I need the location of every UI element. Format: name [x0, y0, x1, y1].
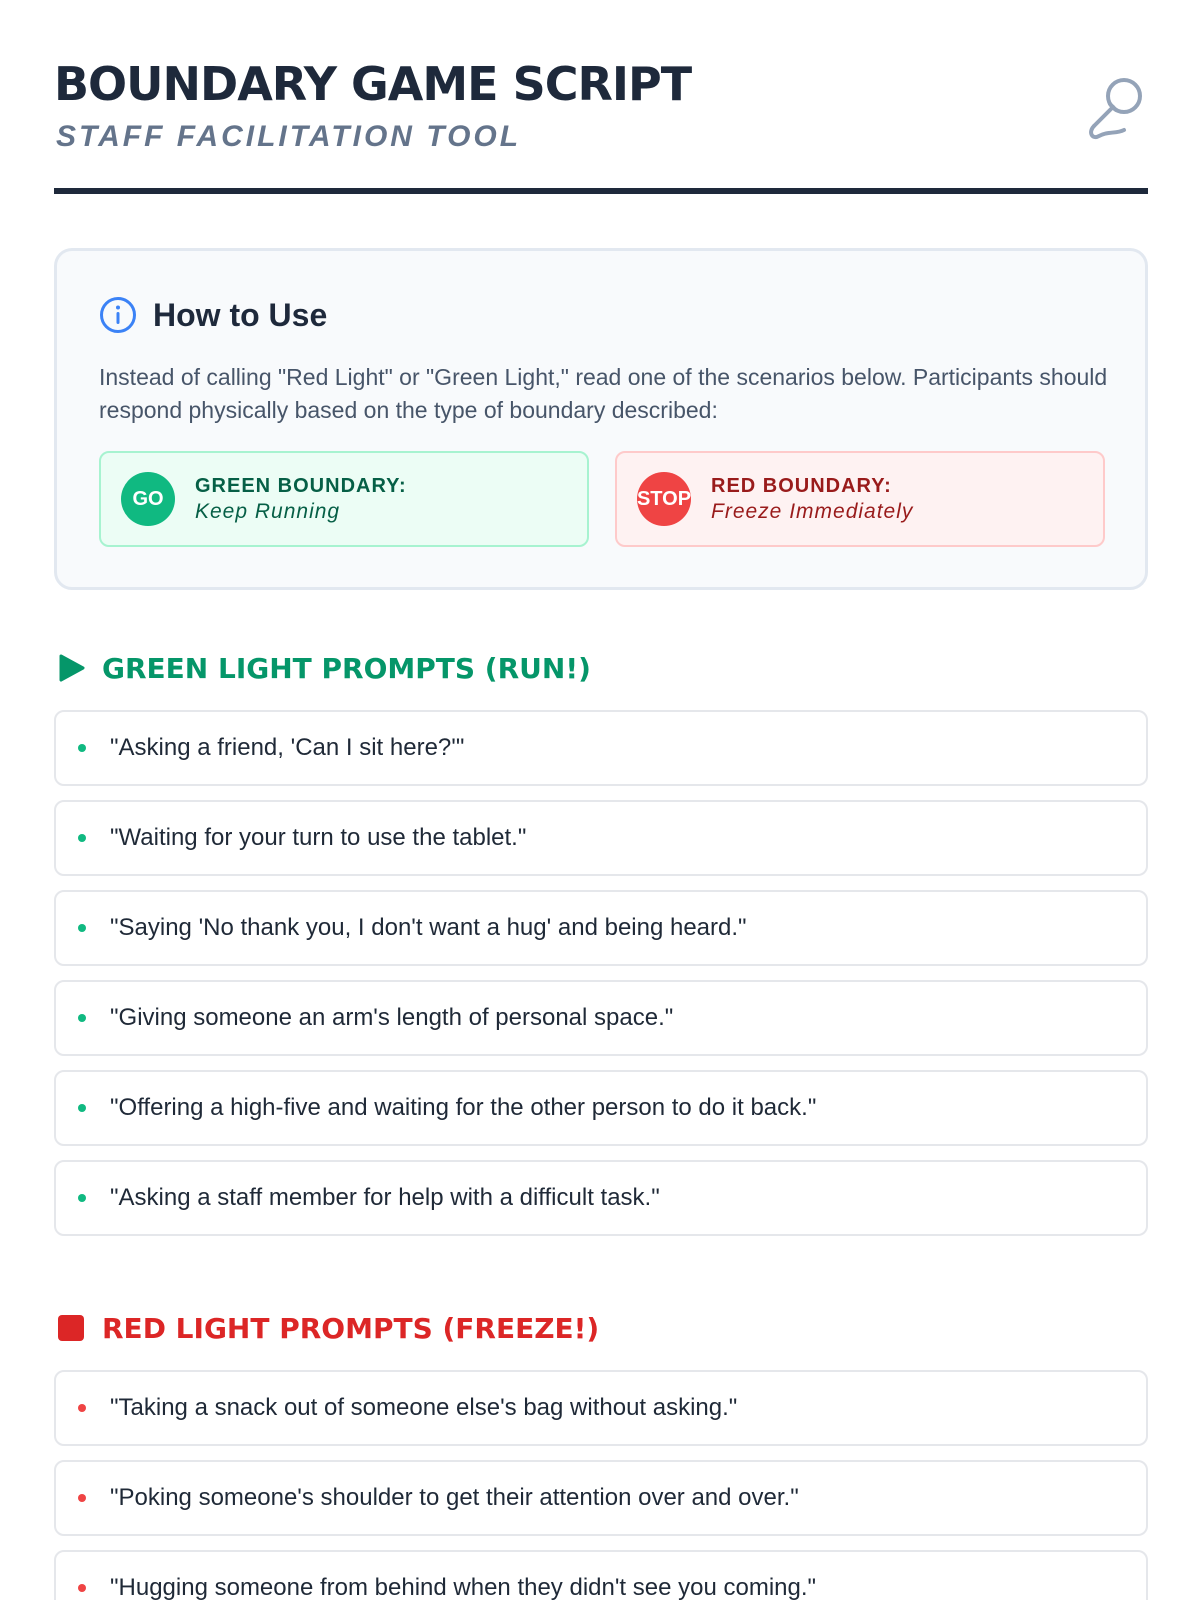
green-boundary-legend: [99, 451, 589, 547]
list-item: [54, 1370, 1148, 1446]
bullet: [78, 924, 86, 932]
red-section-title: RED LIGHT PROMPTS (FREEZE!): [102, 1311, 600, 1345]
header: [54, 0, 1148, 194]
stop-square-icon: [56, 1313, 86, 1343]
go-badge: GO: [121, 472, 175, 526]
how-to-use-heading: [99, 295, 327, 335]
bullet: [78, 1584, 86, 1592]
how-to-use-card: [54, 248, 1148, 590]
list-item: [54, 1460, 1148, 1536]
prompt-text: "Asking a staff member for help with a difficult task.": [110, 1184, 660, 1211]
prompt-text: "Taking a snack out of someone else's bag without asking.": [110, 1394, 738, 1421]
red-boundary-label: RED BOUNDARY:: [711, 474, 892, 497]
bullet: [78, 1014, 86, 1022]
prompt-text: "Giving someone an arm's length of personal space.": [110, 1004, 674, 1031]
red-prompt-list: [54, 1370, 1148, 1600]
play-icon: [56, 653, 86, 683]
prompt-text: "Saying 'No thank you, I don't want a hug' and being heard.": [110, 914, 747, 941]
prompt-text: "Poking someone's shoulder to get their attention over and over.": [110, 1484, 799, 1511]
list-item: [54, 710, 1148, 786]
list-item: [54, 800, 1148, 876]
how-to-use-title: How to Use: [153, 296, 328, 333]
green-section-title: GREEN LIGHT PROMPTS (RUN!): [102, 651, 591, 685]
green-boundary-label: GREEN BOUNDARY:: [195, 474, 407, 497]
prompt-text: "Waiting for your turn to use the tablet.": [110, 824, 527, 851]
green-boundary-action: Keep Running: [195, 499, 341, 523]
red-section-heading: [56, 1308, 599, 1348]
bullet: [78, 1104, 86, 1112]
how-to-use-text: Instead of calling "Red Light" or "Green Light," read one of the scenarios below. Participants should respond physically based on the type of boundary described:: [99, 364, 1108, 423]
list-item: [54, 980, 1148, 1056]
stop-badge: STOP: [637, 472, 691, 526]
red-boundary-legend: [615, 451, 1105, 547]
list-item: [54, 1550, 1148, 1600]
bullet: [78, 744, 86, 752]
bullet: [78, 1194, 86, 1202]
page-title: BOUNDARY GAME SCRIPT: [54, 57, 692, 111]
list-item: [54, 1160, 1148, 1236]
prompt-text: "Hugging someone from behind when they didn't see you coming.": [110, 1574, 817, 1600]
red-boundary-action: Freeze Immediately: [711, 499, 914, 523]
page-subtitle: STAFF FACILITATION TOOL: [56, 120, 522, 153]
green-prompt-list: [54, 710, 1148, 1250]
prompt-text: "Offering a high-five and waiting for the other person to do it back.": [110, 1094, 817, 1121]
list-item: [54, 890, 1148, 966]
list-item: [54, 1070, 1148, 1146]
prompt-text: "Asking a friend, 'Can I sit here?'": [110, 734, 465, 761]
bullet: [78, 1404, 86, 1412]
page: [54, 0, 1148, 1600]
green-section-heading: [56, 648, 591, 688]
bullet: [78, 834, 86, 842]
info-icon: [99, 296, 137, 334]
bullet: [78, 1494, 86, 1502]
microphone-icon: [1086, 74, 1146, 142]
